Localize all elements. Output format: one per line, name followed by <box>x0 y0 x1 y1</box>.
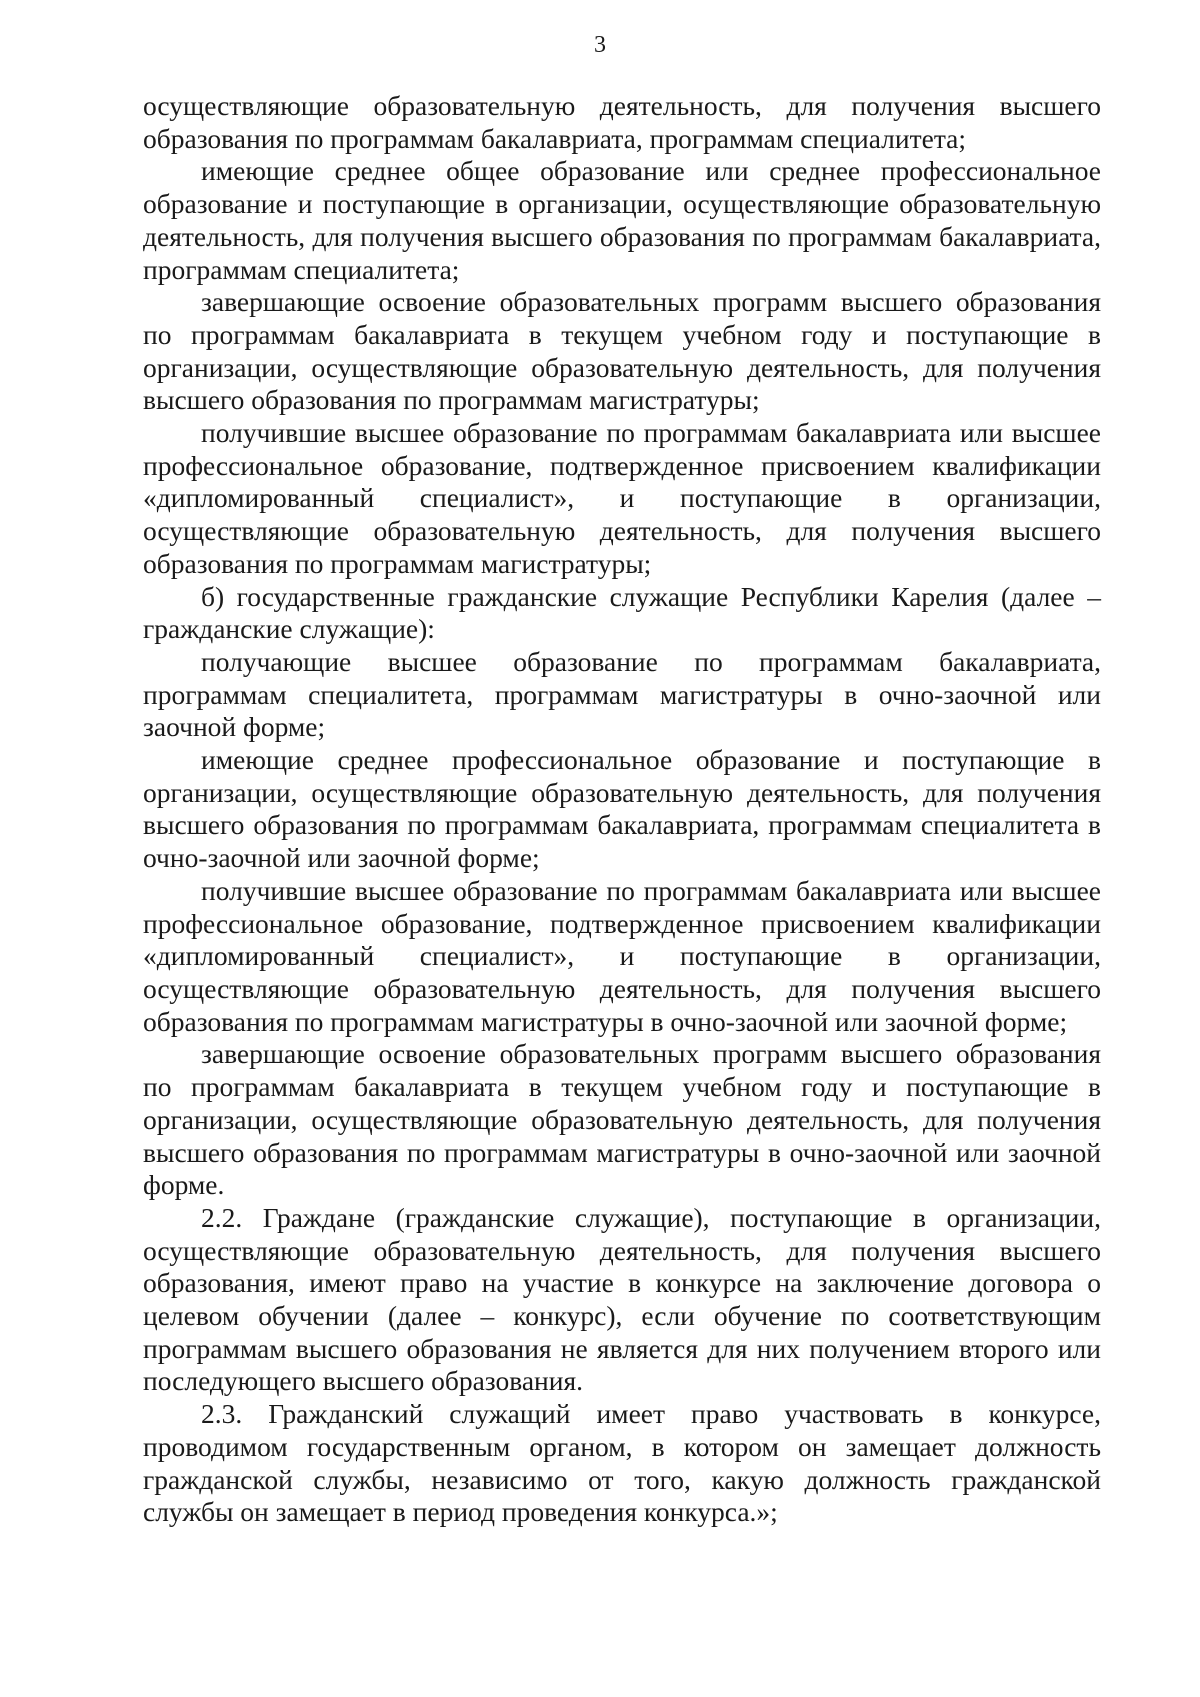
paragraph-completing-part-time: завершающие освоение образовательных программ высшего образования по программам бакалавриата в текущем учебном году и поступающие в организации, осуществляющие образовательную деятельность, для получения высшего образования по программам магистратуры в очно-заочной или заочной форме. <box>143 1038 1101 1201</box>
paragraph-receiving-higher-education: получающие высшее образование по программам бакалавриата, программам специалитета, программам магистратуры в очно-заочной или заочной форме; <box>143 645 1101 743</box>
paragraph-clause-2-3: 2.3. Гражданский служащий имеет право участвовать в конкурсе, проводимом государственным органом, в котором он замещает должность гражданской службы, независимо от того, какую должность гражданской службы он замещает в период проведения конкурса.»; <box>143 1398 1101 1528</box>
paragraph-graduates-part-time: получившие высшее образование по программам бакалавриата или высшее профессиональное образование, подтвержденное присвоением квалификации «дипломированный специалист», и поступающие в организации, осуществляющие образовательную деятельность, для получения высшего образования по программам магистратуры в очно-заочной или заочной форме; <box>143 874 1101 1037</box>
paragraph-vocational-education: имеющие среднее профессиональное образование и поступающие в организации, осуществляющие образовательную деятельность, для получения высшего образования по программам бакалавриата, программам специалитета в очно-заочной или заочной форме; <box>143 744 1101 874</box>
paragraph-secondary-education: имеющие среднее общее образование или среднее профессиональное образование и поступающие в организации, осуществляющие образовательную деятельность, для получения высшего образования по программам бакалавриата, программам специалитета; <box>143 155 1101 285</box>
paragraph-completing-bachelor: завершающие освоение образовательных программ высшего образования по программам бакалавриата в текущем учебном году и поступающие в организации, осуществляющие образовательную деятельность, для получения высшего образования по программам магистратуры; <box>143 286 1101 416</box>
document-body <box>143 90 1101 1529</box>
paragraph-graduates-magistracy: получившие высшее образование по программам бакалавриата или высшее профессиональное образование, подтвержденное присвоением квалификации «дипломированный специалист», и поступающие в организации, осуществляющие образовательную деятельность, для получения высшего образования по программам магистратуры; <box>143 417 1101 579</box>
page-number: 3 <box>594 32 606 58</box>
paragraph-continuation: осуществляющие образовательную деятельность, для получения высшего образования по программам бакалавриата, программам специалитета; <box>143 90 1101 154</box>
paragraph-civil-servants-heading: б) государственные гражданские служащие Республики Карелия (далее – гражданские служащие): <box>143 580 1101 645</box>
paragraph-clause-2-2: 2.2. Граждане (гражданские служащие), поступающие в организации, осуществляющие образовательную деятельность, для получения высшего образования, имеют право на участие в конкурсе на заключение договора о целевом обучении (далее – конкурс), если обучение по соответствующим программам высшего образования не является для них получением второго или последующего высшего образования. <box>143 1201 1101 1397</box>
